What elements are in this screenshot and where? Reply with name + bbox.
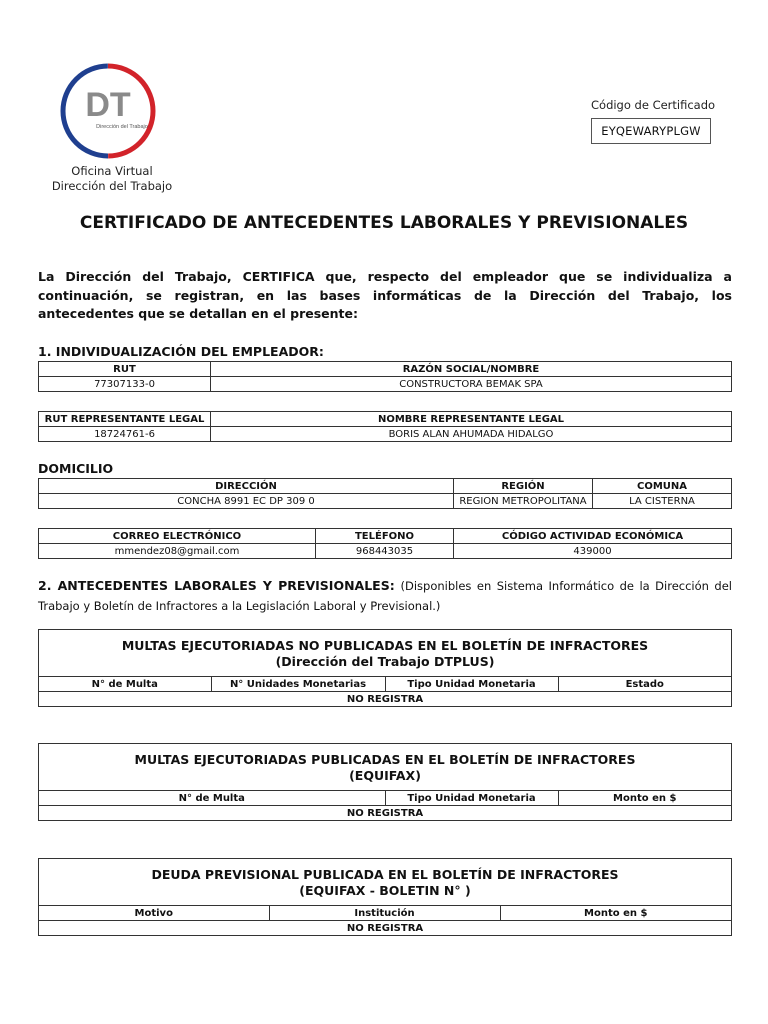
box-multas-publicadas — [38, 743, 732, 821]
box3-title-line1: DEUDA PREVISIONAL PUBLICADA EN EL BOLETÍN DE INFRACTORES — [151, 867, 619, 882]
office-line1: Oficina Virtual — [71, 164, 153, 178]
header-rut: RUT — [39, 362, 211, 377]
box1-header-tipo: Tipo Unidad Monetaria — [385, 677, 558, 692]
box1-title-line1: MULTAS EJECUTORIADAS NO PUBLICADAS EN EL BOLETÍN DE INFRACTORES — [121, 638, 649, 653]
box1-header-estado: Estado — [625, 678, 664, 690]
comuna-value: LA CISTERNA — [593, 494, 732, 509]
box3-title — [39, 859, 731, 906]
box-deuda-previsional — [38, 858, 732, 936]
direccion-value: CONCHA 8991 EC DP 309 0 — [39, 494, 454, 509]
contact-table — [38, 528, 732, 559]
box3-table — [39, 906, 731, 935]
box3-empty: NO REGISTRA — [39, 921, 731, 936]
header-rut-rep: RUT REPRESENTANTE LEGAL — [39, 412, 211, 427]
logo-text: DT — [85, 86, 131, 124]
box2-header-monto: Monto en $ — [613, 792, 677, 804]
office-line2: Dirección del Trabajo — [51, 178, 173, 193]
box1-header-multa: N° de Multa — [39, 677, 211, 692]
section1-heading: 1. INDIVIDUALIZACIÓN DEL EMPLEADOR: — [38, 344, 324, 359]
header-nombre-rep: NOMBRE REPRESENTANTE LEGAL — [211, 412, 732, 427]
box1-header-unidades: N° Unidades Monetarias — [211, 677, 385, 692]
box2-empty: NO REGISTRA — [39, 806, 731, 821]
codigo-actividad-value: 439000 — [454, 544, 732, 559]
box1-title-line2: (Dirección del Trabajo DTPLUS) — [275, 654, 495, 669]
header-codigo-actividad: CÓDIGO ACTIVIDAD ECONÓMICA — [454, 529, 732, 544]
legal-rep-table — [38, 411, 732, 442]
domicilio-heading: DOMICILIO — [38, 461, 114, 476]
section2-heading: 2. ANTECEDENTES LABORALES Y PREVISIONALES: — [38, 578, 395, 593]
box2-header-multa: N° de Multa — [39, 791, 385, 806]
box2-table — [39, 791, 731, 820]
rut-rep-value: 18724761-6 — [39, 427, 211, 442]
box3-header-institucion: Institución — [269, 906, 500, 921]
correo-value: mmendez08@gmail.com — [39, 544, 316, 559]
section2-note: (Disponibles en Sistema Informático de la Dirección del Trabajo y Boletín de Infractores a la Legislación Laboral y Previsional.) — [38, 579, 732, 613]
cert-code-label: Código de Certificado — [591, 98, 716, 112]
header-correo: CORREO ELECTRÓNICO — [39, 529, 316, 544]
box2-title-line2: (EQUIFAX) — [349, 768, 421, 783]
document-title: CERTIFICADO DE ANTECEDENTES LABORALES Y PREVISIONALES — [79, 213, 689, 233]
nombre-rep-value: BORIS ALAN AHUMADA HIDALGO — [211, 427, 732, 442]
office-caption — [40, 164, 184, 193]
box-multas-no-publicadas — [38, 629, 732, 707]
box2-header-tipo: Tipo Unidad Monetaria — [385, 791, 558, 806]
cert-code-box: EYQEWARYPLGW — [591, 118, 711, 144]
box3-header-motivo: Motivo — [39, 906, 269, 921]
box2-title — [39, 744, 731, 791]
box2-title-line1: MULTAS EJECUTORIADAS PUBLICADAS EN EL BOLETÍN DE INFRACTORES — [134, 752, 636, 767]
header-comuna: COMUNA — [593, 479, 732, 494]
box1-table — [39, 677, 731, 706]
box3-header-monto: Monto en $ — [584, 907, 648, 919]
employer-table — [38, 361, 732, 392]
address-table — [38, 478, 732, 509]
dt-logo — [59, 62, 157, 160]
section2-intro — [38, 576, 732, 616]
logo-subtext: Dirección del Trabajo — [96, 124, 148, 130]
rut-value: 77307133-0 — [39, 377, 211, 392]
region-value: REGION METROPOLITANA — [454, 494, 593, 509]
box3-title-line2: (EQUIFAX - BOLETIN N° ) — [299, 883, 471, 898]
box1-title — [39, 630, 731, 677]
box1-empty: NO REGISTRA — [39, 692, 731, 707]
header-direccion: DIRECCIÓN — [39, 479, 454, 494]
telefono-value: 968443035 — [316, 544, 454, 559]
header-region: REGIÓN — [454, 479, 593, 494]
razon-social-value: CONSTRUCTORA BEMAK SPA — [211, 377, 732, 392]
header-razon-social: RAZÓN SOCIAL/NOMBRE — [211, 362, 732, 377]
intro-paragraph: La Dirección del Trabajo, CERTIFICA que, respecto del empleador que se individualiza a continuación, se registran, en las bases informáticas de la Dirección del Trabajo, los antecedentes que se detallan en el presente: — [38, 269, 732, 321]
header-telefono: TELÉFONO — [316, 529, 454, 544]
